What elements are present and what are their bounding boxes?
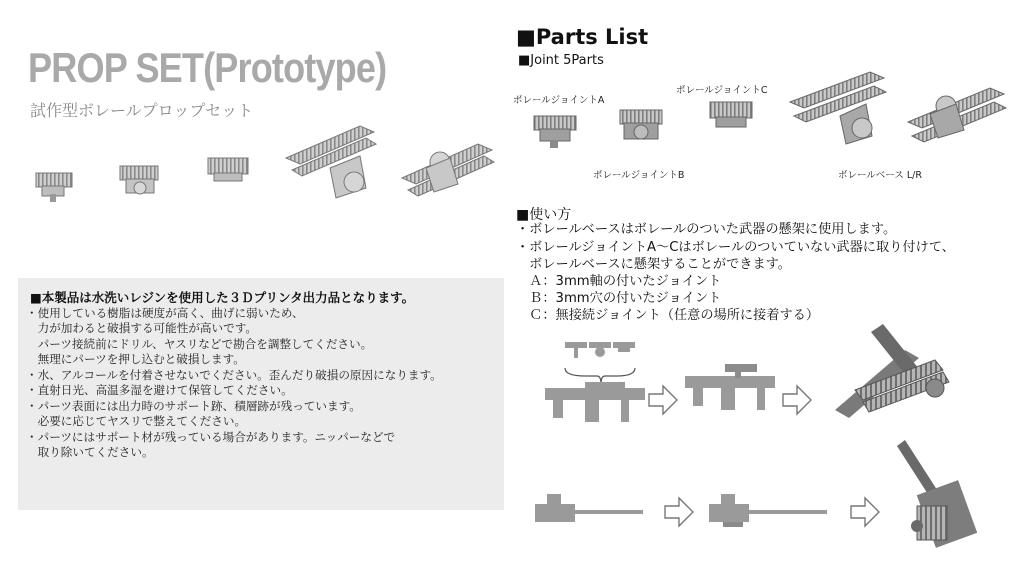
notice-line: ・直射日光、高温多湿を避けて保管してください。 [26, 383, 293, 397]
usage-line: ・ボレールジョイントA～Cはボレールのついていない武器に取り付けて、 [516, 240, 955, 255]
pipe-weapon-icon [535, 494, 643, 522]
label-joint-c: ボレールジョイントC [676, 85, 768, 96]
parts-list-title: ■Parts List [516, 25, 649, 49]
label-joint-a: ボレールジョイントA [513, 95, 605, 106]
notice-heading: ■本製品は水洗いレジンを使用した３Ｄプリンタ出力品となります。 [30, 290, 415, 305]
parts-list-subtitle: ■Joint 5Parts [518, 53, 604, 68]
assembled-base-rifle-icon [835, 324, 949, 418]
assembled-base-pipe-icon [897, 440, 977, 548]
notice-line: ・使用している樹脂は硬度が高く、曲げに弱いため、 [26, 306, 304, 320]
notice-line: ・パーツ表面には出力時のサポート跡、積層跡が残っています。 [26, 399, 361, 413]
joint-a-icon [534, 116, 576, 148]
joints-small-icon [565, 342, 635, 384]
thumb-base-r-icon [402, 144, 494, 196]
notice-line: パーツ接続前にドリル、ヤスリなどで勘合を調整してください。 [26, 337, 373, 351]
joint-b-icon [620, 110, 662, 139]
usage-title: ■使い方 [516, 207, 572, 223]
notice-line: 必要に応じてヤスリで整えてください。 [26, 414, 247, 428]
usage-diagram [525, 310, 1020, 570]
arrow-right-icon [665, 498, 693, 526]
thumb-joint-b-icon [120, 166, 158, 194]
notice-line: ・水、アルコールを付着させないでください。歪んだり破損の原因になります。 [26, 368, 442, 382]
thumb-joint-a-icon [36, 173, 72, 202]
page-subtitle: 試作型ボレールプロップセット [30, 101, 254, 120]
arrow-right-icon [783, 386, 811, 414]
notice-line: 取り除いてください。 [26, 445, 154, 459]
notice-line: 力が加わると破損する可能性が高いです。 [26, 321, 257, 335]
rifle-gun-icon [545, 382, 645, 422]
notice-line: ・パーツにはサポート材が残っている場合があります。ニッパーなどで [26, 430, 396, 444]
notice-line: 無理にパーツを押し込むと破損します。 [26, 352, 245, 366]
label-base-lr: ボレールベース L/R [838, 170, 922, 181]
joint-c-icon [710, 102, 752, 127]
usage-line: Ａ：3mm軸の付いたジョイント [516, 274, 722, 289]
rifle-with-joints-icon [685, 364, 775, 410]
usage-line: ボレールベースに懸架することができます。 [516, 257, 791, 272]
parts-list-illustration [510, 60, 1020, 180]
page-title: PROP SET(Prototype) [28, 44, 387, 91]
label-joint-b: ボレールジョイントB [593, 170, 685, 181]
thumb-joint-c-icon [208, 158, 248, 181]
usage-line: ・ボレールベースはボレールのついた武器の懸架に使用します。 [516, 222, 897, 237]
pipe-weapon-with-joint-icon [709, 494, 827, 527]
usage-line: Ｃ：無接続ジョイント（任意の場所に接着する） [516, 308, 820, 323]
base-r-icon [908, 88, 1006, 142]
parts-thumbnail-strip [30, 118, 510, 218]
usage-line: Ｂ：3mm穴の付いたジョイント [516, 291, 722, 306]
arrow-right-icon [851, 498, 879, 526]
arrow-right-icon [649, 386, 677, 414]
notice-box [18, 278, 504, 510]
base-l-icon [790, 72, 886, 144]
thumb-base-l-icon [286, 126, 376, 198]
